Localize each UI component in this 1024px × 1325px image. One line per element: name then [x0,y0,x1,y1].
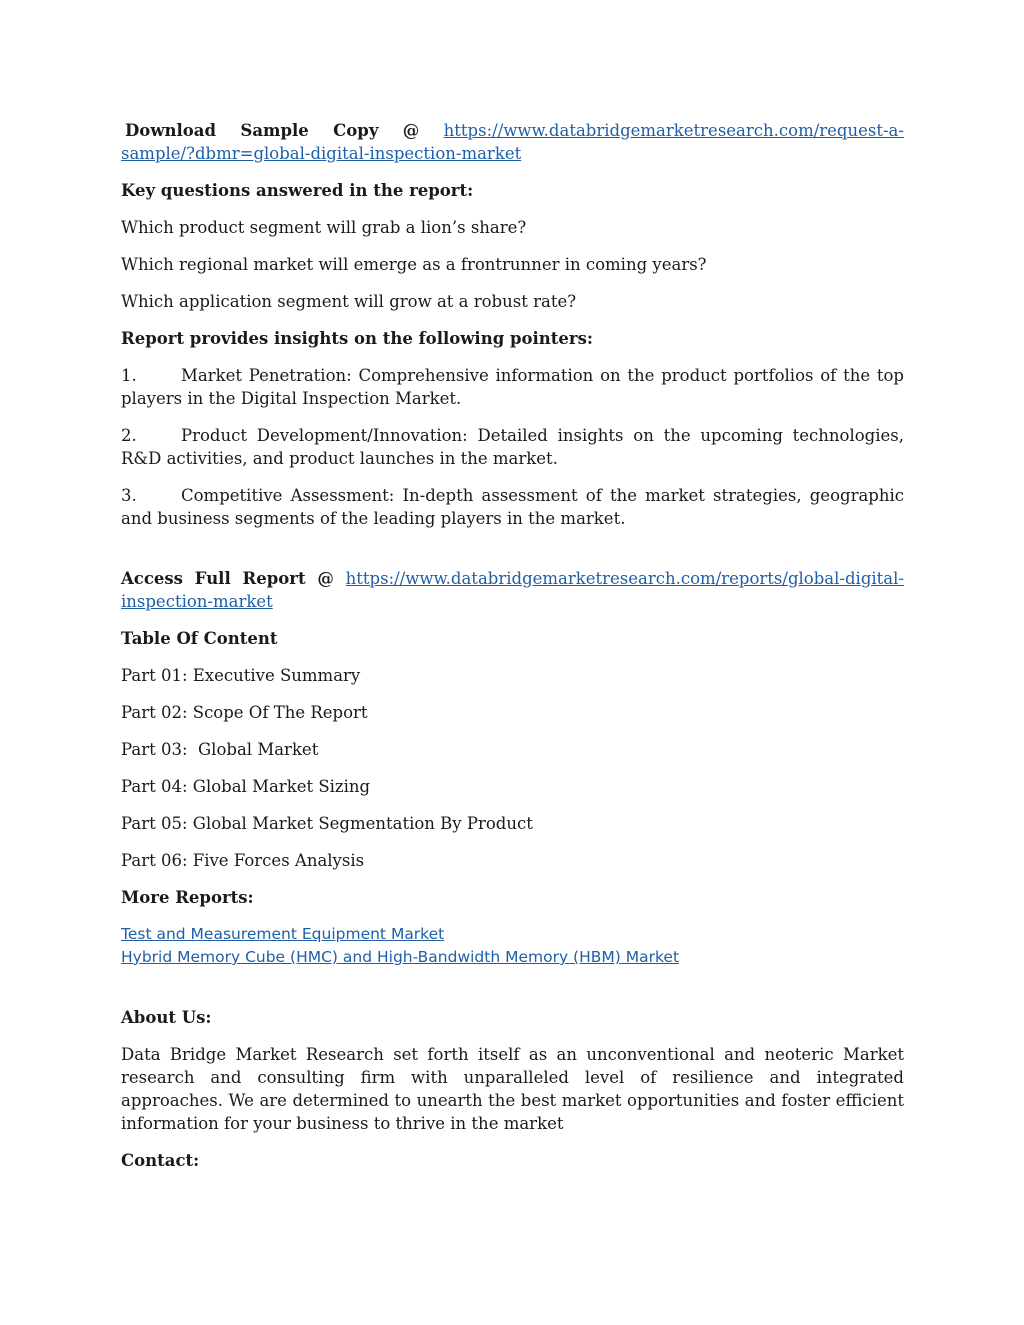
insight-text: Market Penetration: Comprehensive information on the product portfolios of the top players in the Digital Inspection Market. [121,366,904,408]
document-body [121,119,904,1186]
sample-url-link-part1[interactable]: https://www.databridgemarketresearch.com/request-a- [443,121,904,140]
sample-url-link-part2[interactable]: sample/?dbmr=global-digital-inspection-market [121,144,522,163]
more-report-link[interactable]: Hybrid Memory Cube (HMC) and High-Bandwidth Memory (HBM) Market [121,948,680,966]
more-report-link[interactable]: Test and Measurement Equipment Market [121,925,445,943]
question-item: Which application segment will grow at a robust rate? [121,292,577,311]
report-url-link-part2[interactable]: inspection-market [121,592,273,611]
toc-heading: Table Of Content [121,629,278,648]
report-word: Report [242,569,306,588]
toc-item: Part 05: Global Market Segmentation By Product [121,814,533,833]
insights-heading: Report provides insights on the following pointers: [121,329,593,348]
contact-heading: Contact: [121,1151,200,1170]
toc-item: Part 02: Scope Of The Report [121,703,368,722]
key-questions-heading: Key questions answered in the report: [121,181,474,200]
access-report-line [121,567,904,590]
download-word: Download [125,121,217,140]
question-item: Which regional market will emerge as a frontrunner in coming years? [121,255,707,274]
toc-item: Part 04: Global Market Sizing [121,777,371,796]
insight-item [121,424,904,470]
full-word: Full [194,569,231,588]
access-word: Access [121,569,183,588]
about-heading: About Us: [121,1008,212,1027]
insight-item [121,364,904,410]
insight-number: 1. [121,366,137,385]
insight-text: Product Development/Innovation: Detailed insights on the upcoming technologies, R&D activities, and product launches in the market. [121,426,904,468]
sample-word: Sample [240,121,309,140]
more-reports-list [121,923,904,969]
toc-item: Part 06: Five Forces Analysis [121,851,365,870]
toc-item: Part 03: Global Market [121,740,319,759]
insight-number: 3. [121,486,137,505]
insight-item [121,484,904,530]
at-symbol: @ [402,121,420,140]
copy-word: Copy [333,121,379,140]
insight-number: 2. [121,426,137,445]
about-text: Data Bridge Market Research set forth itself as an unconventional and neoteric Market research and consulting firm with unparalleled level of resilience and integrated approaches. We are determined to unearth the best market opportunities and foster efficient information for your business to thrive in the market [121,1045,904,1133]
insight-text: Competitive Assessment: In-depth assessment of the market strategies, geographic and business segments of the leading players in the market. [121,486,904,528]
more-reports-heading: More Reports: [121,888,254,907]
spacer [121,544,904,567]
download-sample-line [121,119,904,142]
question-item: Which product segment will grab a lion’s share? [121,218,527,237]
toc-item: Part 01: Executive Summary [121,666,361,685]
report-url-link-part1[interactable]: https://www.databridgemarketresearch.com/reports/global-digital- [345,569,904,588]
at-symbol: @ [317,569,334,588]
